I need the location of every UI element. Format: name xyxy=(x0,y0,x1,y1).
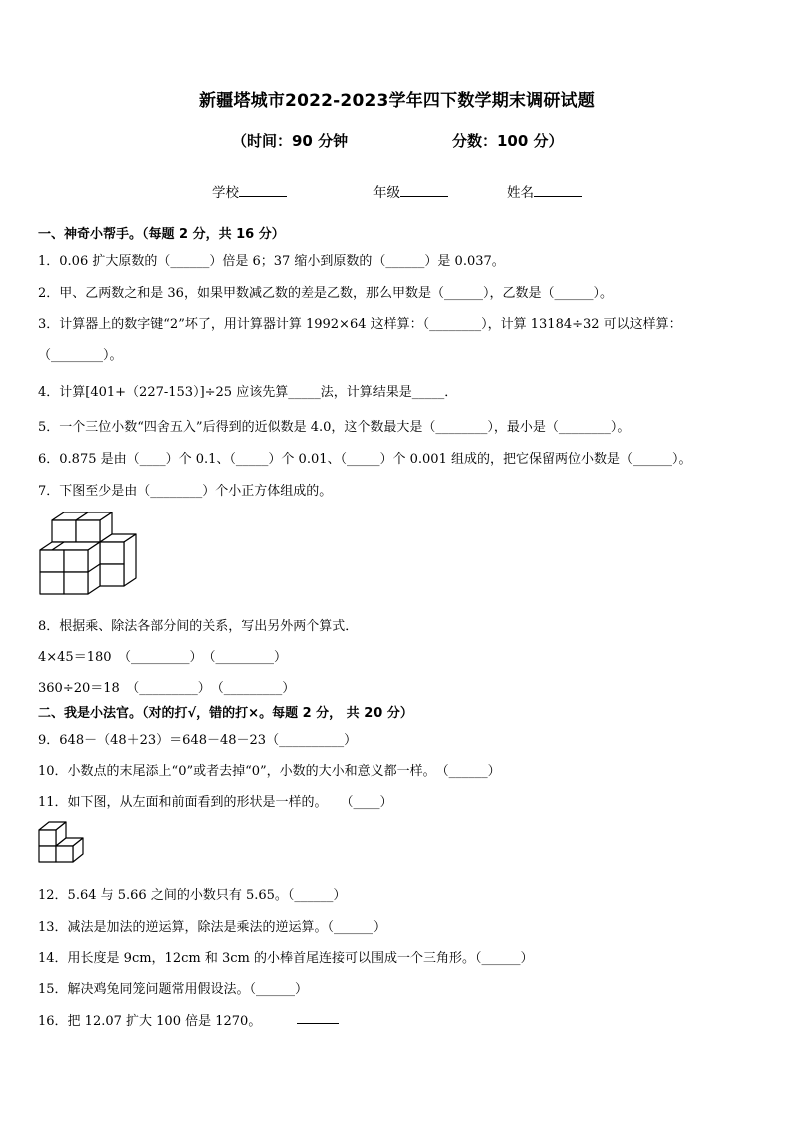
exam-title: 新疆塔城市2022-2023学年四下数学期末调研试题 xyxy=(199,91,595,111)
section-1-heading: 一、神奇小帮手。（每题 2 分，共 16 分） xyxy=(38,227,285,242)
exam-time: （时间：90 分钟 xyxy=(232,132,349,150)
school-blank xyxy=(239,183,287,197)
question-10: 10．小数点的末尾添上“0”或者去掉“0”，小数的大小和意义都一样。 （______） xyxy=(38,764,501,779)
question-9: 9．648－（48＋23）＝648－48－23（__________） xyxy=(38,733,358,748)
question-14: 14．用长度是 9cm，12cm 和 3cm 的小棒首尾连接可以围成一个三角形。（______） xyxy=(38,951,534,966)
name-blank xyxy=(534,183,582,197)
cube-stack-figure xyxy=(38,512,138,602)
grade-field xyxy=(373,181,448,201)
question-11: 11．如下图，从左面和前面看到的形状是一样的。 （____） xyxy=(38,795,393,810)
question-16-answer-blank xyxy=(297,1023,339,1024)
question-3: 3．计算器上的数字键“2”坏了，用计算器计算 1992×64 这样算：（________），计算 13184÷32 可以这样算： xyxy=(38,317,682,332)
name-label: 姓名 xyxy=(507,185,534,201)
question-15: 15．解决鸡兔同笼问题常用假设法。（______） xyxy=(38,982,309,997)
question-8-row-2: 360÷20＝18 （_________） （_________） xyxy=(38,681,296,696)
question-5: 5．一个三位小数“四舍五入”后得到的近似数是 4.0，这个数最大是（________），最小是（________）。 xyxy=(38,420,631,435)
grade-label: 年级 xyxy=(373,185,400,201)
question-3-continued: （________）。 xyxy=(38,348,123,363)
exam-score: 分数：100 分） xyxy=(452,132,564,150)
grade-blank xyxy=(400,183,448,197)
question-8: 8．根据乘、除法各部分间的关系，写出另外两个算式． xyxy=(38,619,359,634)
section-2-heading: 二、我是小法官。（对的打√，错的打×。每题 2 分， 共 20 分） xyxy=(38,706,413,721)
question-8-row-1: 4×45＝180 （_________） （_________） xyxy=(38,650,288,665)
school-field xyxy=(212,181,287,201)
question-16: 16．把 12.07 扩大 100 倍是 1270。 xyxy=(38,1014,262,1029)
question-2: 2．甲、乙两数之和是 36，如果甲数减乙数的差是乙数，那么甲数是（______），乙数是（______）。 xyxy=(38,286,613,301)
name-field xyxy=(507,181,582,201)
school-label: 学校 xyxy=(212,185,239,201)
question-12: 12．5.64 与 5.66 之间的小数只有 5.65。（______） xyxy=(38,888,347,903)
question-7: 7．下图至少是由（________）个小正方体组成的。 xyxy=(38,484,333,499)
question-6: 6．0.875 是由（____）个 0.1、（_____）个 0.01、（_____）个 0.001 组成的，把它保留两位小数是（______）。 xyxy=(38,452,692,467)
question-4: 4．计算[401+（227-153）]÷25 应该先算_____法，计算结果是_____． xyxy=(38,385,458,400)
question-13: 13．减法是加法的逆运算，除法是乘法的逆运算。（______） xyxy=(38,920,387,935)
cube-view-figure xyxy=(38,820,90,870)
question-1: 1．0.06 扩大原数的（______）倍是 6；37 缩小到原数的（______）是 0.037。 xyxy=(38,254,505,269)
